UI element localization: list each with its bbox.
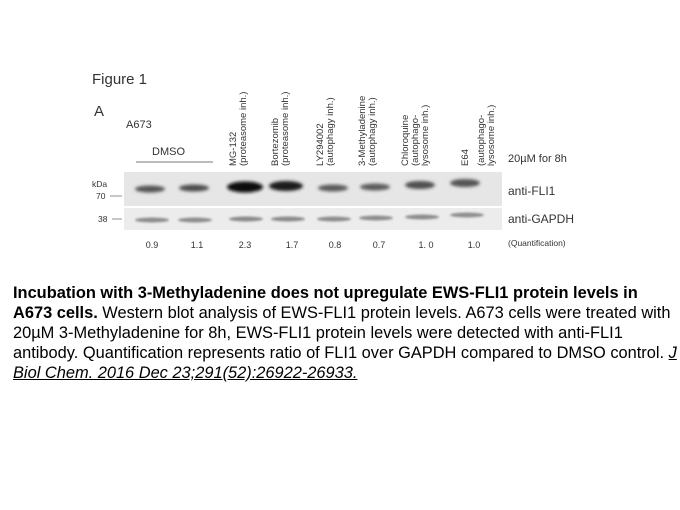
figure-caption: [13, 283, 677, 383]
gapdh-band-lane-3: [229, 217, 263, 222]
fli1-band-lane-1: [135, 186, 165, 193]
panel-label: A: [94, 103, 105, 120]
lane-label-chloroquine: Chloroquine(autophago-lysosome inh.): [400, 104, 431, 166]
dose-label: 20µM for 8h: [508, 153, 567, 165]
quant-value: 0.9: [145, 240, 159, 250]
band-label-fli1: anti-FLI1: [508, 184, 556, 198]
quant-value: 2.3: [238, 240, 252, 250]
quant-label: (Quantification): [508, 238, 566, 248]
quant-value: 0.8: [328, 240, 342, 250]
lane-label-3-methyladenine: 3-Methyladenine(autophagy inh.): [357, 95, 378, 166]
quant-value: 1.1: [190, 240, 204, 250]
lane-label-e64-class: (autophago-lysosome inh.): [476, 104, 497, 166]
quant-value: 0.7: [372, 240, 386, 250]
quantification-row: [146, 238, 566, 250]
gapdh-band-lane-8: [450, 213, 484, 218]
gapdh-band-lane-4: [271, 217, 305, 222]
quant-value: 1.7: [285, 240, 299, 250]
gapdh-band-lane-6: [359, 216, 393, 221]
dmso-label: DMSO: [152, 146, 185, 158]
fli1-band-lane-5: [318, 185, 348, 192]
lane-label-ly294002: LY294002(autophagy inh.): [315, 97, 336, 166]
gapdh-blot-panel: [124, 208, 502, 230]
fli1-band-lane-6: [360, 184, 390, 191]
fli1-band-lane-2: [179, 185, 209, 192]
quant-value: 1. 0: [418, 240, 434, 250]
lane-label-e64: E64: [460, 149, 471, 166]
gapdh-band-lane-1: [135, 218, 169, 223]
fli1-band-lane-8: [450, 179, 480, 187]
marker-38: 38: [98, 214, 108, 224]
fli1-band-lane-7: [405, 181, 435, 189]
marker-70: 70: [96, 191, 106, 201]
fli1-blot-panel: [124, 172, 502, 206]
fli1-band-lane-4: [269, 181, 303, 191]
fli1-band-lane-3: [227, 182, 263, 193]
kda-label: kDa: [92, 179, 108, 189]
figure-title: Figure 1: [92, 71, 148, 88]
lane-label-mg132: MG-132(proteasome inh.): [228, 91, 249, 166]
caption-bold-title: Incubation with 3-Methyladenine does not upregulate EWS-FLI1 protein levels in A673 cells.: [13, 284, 638, 322]
lane-labels: [228, 92, 497, 166]
band-label-gapdh: anti-GAPDH: [508, 212, 575, 226]
caption-body: Western blot analysis of EWS-FLI1 protein levels. A673 cells were treated with 20µM 3-Methyladenine for 8h, EWS-FLI1 protein levels were detected with anti-FLI1 antibody. Quantification represents ratio of FLI1 over GAPDH compared to DMSO control.: [13, 304, 671, 362]
gapdh-band-lane-5: [317, 217, 351, 222]
cell-line-label: A673: [126, 119, 152, 131]
gapdh-band-lane-7: [405, 215, 439, 220]
citation-link[interactable]: J Biol Chem. 2016 Dec 23;291(52):26922-26933.: [13, 344, 677, 382]
lane-label-bortezomib: Bortezomib(proteasome inh.): [270, 91, 291, 166]
gapdh-band-lane-2: [178, 218, 212, 223]
quant-value: 1.0: [467, 240, 481, 250]
